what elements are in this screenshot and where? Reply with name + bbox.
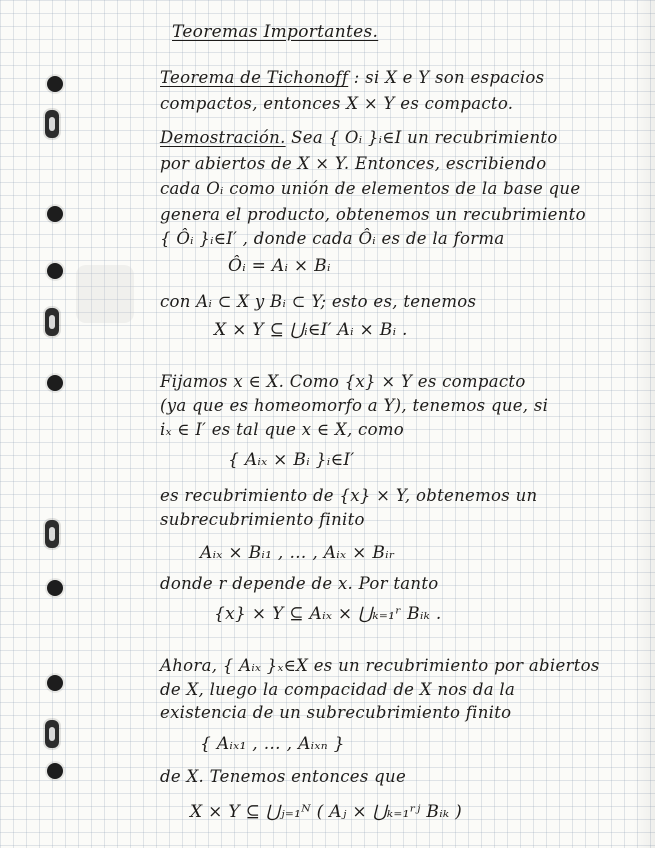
binder-hole-1 — [47, 76, 63, 92]
proof-text-5: { Ôᵢ }ᵢ∈I′ , donde cada Ôᵢ es de la forma — [160, 229, 505, 248]
part2-text-1: Fijamos x ∈ X. Como {x} × Y es compacto — [160, 372, 526, 391]
part2-equation-3: {x} × Y ⊆ Aᵢₓ × ⋃ₖ₌₁ʳ Bᵢₖ . — [214, 604, 442, 624]
part3-text-4: de X. Tenemos entonces que — [160, 767, 407, 786]
proof-line-1 — [160, 128, 558, 147]
part3-equation-1: { Aᵢₓ₁ , … , Aᵢₓₙ } — [200, 734, 345, 754]
theorem-line-1 — [160, 68, 544, 87]
proof-label: Demostración. — [160, 128, 286, 147]
proof-equation-1: Ôᵢ = Aᵢ × Bᵢ — [228, 256, 331, 276]
proof-text-4: genera el producto, obtenemos un recubrimiento — [160, 205, 586, 224]
part2-equation-2: Aᵢₓ × Bᵢ₁ , … , Aᵢₓ × Bᵢᵣ — [200, 543, 396, 563]
binder-clip-2 — [45, 308, 59, 336]
binder-hole-2 — [47, 206, 63, 222]
binder-hole-5 — [47, 580, 63, 596]
theorem-name: Teorema de Tichonoff — [160, 68, 349, 87]
theorem-statement-2: compactos, entonces X × Y es compacto. — [160, 94, 514, 113]
binder-hole-3 — [47, 263, 63, 279]
paper-mark — [76, 265, 134, 323]
part3-text-2: de X, luego la compacidad de X nos da la — [160, 680, 516, 699]
part2-text-5: subrecubrimiento finito — [160, 510, 365, 529]
proof-text-1: Sea { Oᵢ }ᵢ∈I un recubrimiento — [291, 128, 558, 147]
proof-equation-2: X × Y ⊆ ⋃ᵢ∈I′ Aᵢ × Bᵢ . — [214, 320, 408, 340]
part2-text-4: es recubrimiento de {x} × Y, obtenemos un — [160, 486, 538, 505]
part3-text-3: existencia de un subrecubrimiento finito — [160, 703, 512, 722]
binder-hole-4 — [47, 375, 63, 391]
binder-clip-1 — [45, 110, 59, 138]
binder-hole-6 — [47, 675, 63, 691]
theorem-statement-1: : si X e Y son espacios — [353, 68, 545, 87]
binder-clip-4 — [45, 720, 59, 748]
proof-text-2: por abiertos de X × Y. Entonces, escribiendo — [160, 154, 547, 173]
part2-text-2: (ya que es homeomorfo a Y), tenemos que, si — [160, 396, 549, 415]
page-edge-shadow — [633, 0, 655, 848]
binder-hole-7 — [47, 763, 63, 779]
page-title: Teoremas Importantes. — [172, 22, 379, 42]
part3-equation-2: X × Y ⊆ ⋃ⱼ₌₁ᴺ ( Aⱼ × ⋃ₖ₌₁ʳʲ Bᵢₖ ) — [190, 802, 463, 822]
binder-clip-3 — [45, 520, 59, 548]
part2-text-6: donde r depende de x. Por tanto — [160, 574, 439, 593]
proof-text-3: cada Oᵢ como unión de elementos de la base que — [160, 179, 581, 198]
proof-text-6: con Aᵢ ⊂ X y Bᵢ ⊂ Y; esto es, tenemos — [160, 292, 477, 311]
part2-text-3: iₓ ∈ I′ es tal que x ∈ X, como — [160, 420, 405, 439]
part2-equation-1: { Aᵢₓ × Bᵢ }ᵢ∈I′ — [228, 450, 355, 470]
part3-text-1: Ahora, { Aᵢₓ }ₓ∈X es un recubrimiento por abiertos — [160, 656, 600, 675]
